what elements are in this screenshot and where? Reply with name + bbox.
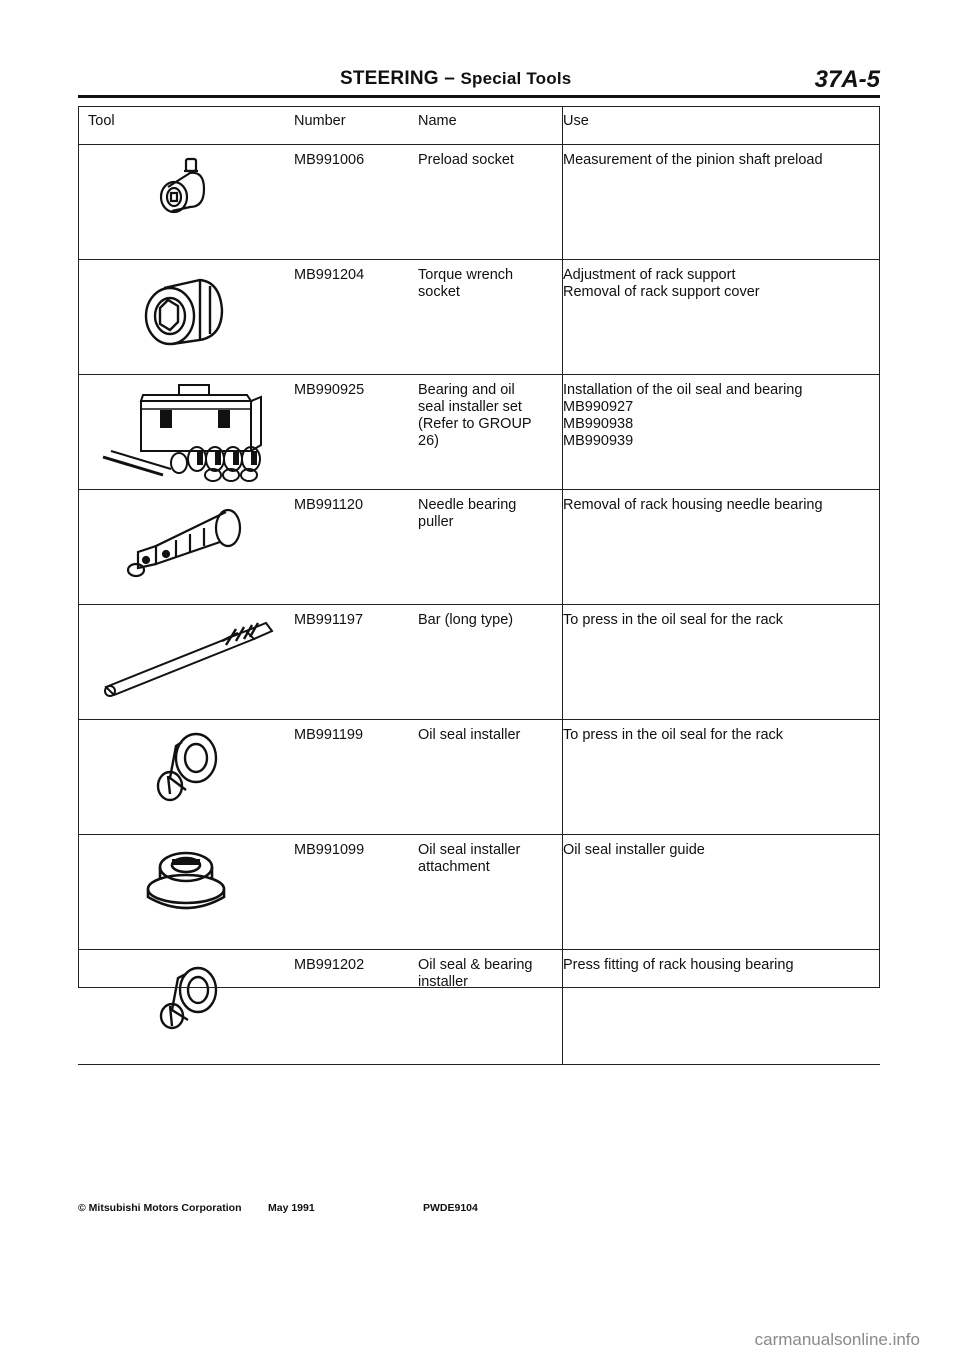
tool-name: Torque wrench socket: [418, 260, 563, 375]
footer-code: PWDE9104: [423, 1202, 478, 1214]
tool-name: Oil seal & bearing installer: [418, 950, 563, 1065]
column-header-use: Use: [563, 106, 881, 145]
tool-number: MB990925: [294, 375, 418, 490]
tool-name: Bearing and oil seal installer set (Refer to GROUP 26): [418, 375, 563, 490]
tool-use: Removal of rack housing needle bearing: [563, 490, 881, 605]
column-header-number: Number: [294, 106, 418, 145]
installer-set-case-icon: [101, 379, 271, 483]
tool-cell: [78, 375, 294, 490]
table-row: [78, 145, 880, 260]
tool-number: MB991099: [294, 835, 418, 950]
needle-bearing-puller-icon: [116, 494, 256, 584]
table-row: [78, 260, 880, 375]
tool-number: MB991120: [294, 490, 418, 605]
tool-cell: [78, 835, 294, 950]
tool-name: Oil seal installer attachment: [418, 835, 563, 950]
table-row: [78, 720, 880, 835]
tool-cell: [78, 490, 294, 605]
table-header-row: [78, 106, 880, 145]
tool-use: Oil seal installer guide: [563, 835, 881, 950]
subsection-title: Special Tools: [460, 69, 572, 88]
watermark: carmanualsonline.info: [754, 1330, 920, 1349]
table-row: [78, 950, 880, 1065]
page-number: 37A-5: [814, 66, 880, 93]
tool-name: Oil seal installer: [418, 720, 563, 835]
tool-use: Adjustment of rack support Removal of rack support cover: [563, 260, 881, 375]
table-row: [78, 490, 880, 605]
tool-name: Needle bearing puller: [418, 490, 563, 605]
bearing-installer-icon: [146, 954, 226, 1040]
torque-wrench-socket-icon: [140, 264, 232, 354]
tool-use: To press in the oil seal for the rack: [563, 720, 881, 835]
footer-date: May 1991: [268, 1202, 315, 1214]
special-tools-table: [78, 106, 880, 1065]
header-rule: [78, 95, 880, 98]
tool-cell: [78, 720, 294, 835]
tool-number: MB991199: [294, 720, 418, 835]
tool-use: To press in the oil seal for the rack: [563, 605, 881, 720]
tool-name: Bar (long type): [418, 605, 563, 720]
tool-number: MB991204: [294, 260, 418, 375]
tool-cell: [78, 605, 294, 720]
tool-cell: [78, 260, 294, 375]
tool-cell: [78, 950, 294, 1065]
section-title: STEERING: [340, 68, 439, 89]
preload-socket-icon: [146, 149, 226, 229]
page-title: [340, 68, 571, 90]
tool-name: Preload socket: [418, 145, 563, 260]
tool-use: Measurement of the pinion shaft preload: [563, 145, 881, 260]
column-header-tool: Tool: [78, 106, 294, 145]
column-header-name: Name: [418, 106, 563, 145]
tool-number: MB991202: [294, 950, 418, 1065]
table-row: [78, 605, 880, 720]
table-row: [78, 375, 880, 490]
tool-number: MB991006: [294, 145, 418, 260]
oil-seal-installer-icon: [146, 724, 226, 810]
title-dash: –: [444, 68, 455, 89]
installer-attachment-icon: [136, 839, 236, 919]
footer-copyright: © Mitsubishi Motors Corporation: [78, 1202, 242, 1214]
tool-cell: [78, 145, 294, 260]
tool-use: Press fitting of rack housing bearing: [563, 950, 881, 1065]
page-header: [78, 68, 880, 94]
table-row: [78, 835, 880, 950]
long-bar-icon: [96, 609, 276, 699]
tool-number: MB991197: [294, 605, 418, 720]
tool-use: Installation of the oil seal and bearing MB990927 MB990938 MB990939: [563, 375, 881, 490]
